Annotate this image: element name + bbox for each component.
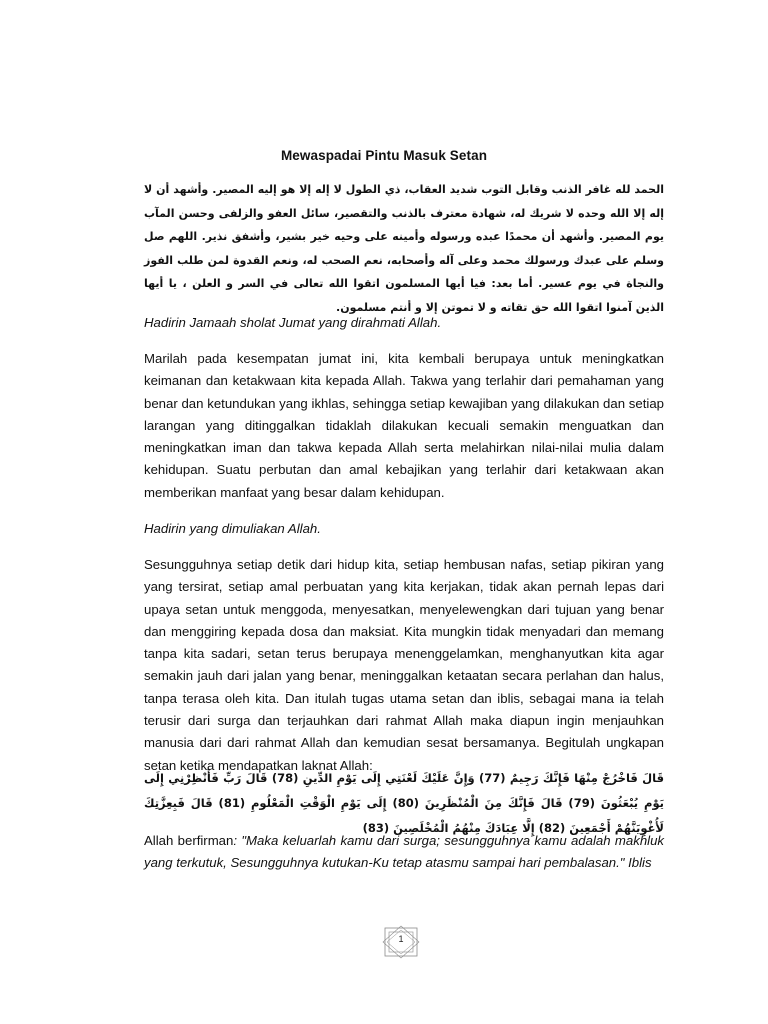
paragraph-takwa: Marilah pada kesempatan jumat ini, kita kembali berupaya untuk meningkatkan keimanan dan ketakwaan kita kepada Allah. Takwa yang terlahir dari pemahaman yang benar dan ketundukan yang ikhlas, sehingga setiap kewajiban yang dilakukan dan setiap larangan yang ditinggalkan tidaklah dilakukan kecuali semakin menguatkan dan meningkatkan iman dan takwa kepada Allah serta melahirkan nilai-nilai mulia dalam kehidupan. Suatu perbutan dan amal kebajikan yang terlahir dari ketakwaan akan memberikan manfaat yang besar dalam kehidupan. bbox=[144, 351, 664, 500]
greeting-jamaah: Hadirin Jamaah sholat Jumat yang dirahmati Allah. bbox=[144, 315, 442, 330]
page-number: 1 bbox=[398, 934, 404, 944]
quran-ayat: قَالَ فَاخْرُجْ مِنْهَا فَإِنَّكَ رَجِيمٌ (77) وَإِنَّ عَلَيْكَ لَعْنَتِي إِلَى يَوْمِ الدِّينِ (78) قَالَ رَبِّ فَأَنْظِرْنِي إِلَى يَوْمِ يُبْعَثُونَ (79) قَالَ فَإِنَّكَ مِنَ الْمُنْظَرِينَ (80) إِلَى يَوْمِ الْوَقْتِ الْمَعْلُومِ (81) قَالَ فَبِعِزَّتِكَ لَأُغْوِيَنَّهُمْ أَجْمَعِينَ (82) إِلَّا عِبَادَكَ مِنْهُمُ الْمُخْلَصِينَ (83) bbox=[144, 771, 664, 835]
quote-paragraph bbox=[144, 830, 664, 875]
quote-text: "Maka keluarlah kamu dari surga; sesungguhnya kamu adalah makhluk yang terkutuk, Sesungguhnya kutukan-Ku tetap atasmu sampai hari pembalasan." Iblis bbox=[144, 833, 665, 871]
quote-colon: : bbox=[233, 833, 238, 848]
paragraph-setan: Sesungguhnya setiap detik dari hidup kita, setiap hembusan nafas, setiap pikiran yang yang tersirat, setiap amal perbuatan yang kita kerjakan, tidak akan pernah lepas dari upaya setan untuk menggoda, menyesatkan, menyelewengkan dari tujuan yang benar dan menggiring kepada dosa dan maksiat. Kita mungkin tidak menyadari dan memang tanpa kita sadari, setan terus berupaya menenggelamkan, menghanyutkan kita agar semakin jauh dari jalan yang benar, meninggalkan ketaatan secara perlahan dan halus, tanpa terasa oleh kita. Dan itulah tugas utama setan dan iblis, sebagai mana ia telah terusir dari surga dan terjauhkan dari rahmat Allah maka diapun ingin menjauhkan manusia dari dari rahmat Allah dan kemudian sesat bersamanya. Begitulah ungkapan setan ketika mendapatkan laknat Allah: bbox=[144, 557, 664, 773]
arabic-opening-text: الحمد لله غافر الذنب وقابل التوب شديد العقاب، ذي الطول لا إله إلا هو إليه المصير. وأشهد أن لا إله إلا الله وحده لا شريك له، شهادة معترف بالذنب والتقصير، سائل العفو والزلفى وحسن المآب يوم المصير. وأشهد أن محمدًا عبده ورسوله وأمينه على وحيه خير بشير، وأشفق نذير. اللهم صل وسلم على عبدك ورسولك محمد وعلى آله وأصحابه، نعم الصحب له، ونعم القدوة لمن طلب الفوز والنجاة في يوم عسير. أما بعد: فيا أيها المسلمون اتقوا الله تعالى في السر و العلن ، يا أيها الذين آمنوا اتقوا الله حق تقاته و لا تموتن إلا و أنتم مسلمون. bbox=[144, 183, 664, 314]
quote-intro: Allah berfirman bbox=[144, 833, 234, 848]
greeting-dimuliakan: Hadirin yang dimuliakan Allah. bbox=[144, 521, 321, 536]
document-title: Mewaspadai Pintu Masuk Setan bbox=[280, 148, 488, 163]
